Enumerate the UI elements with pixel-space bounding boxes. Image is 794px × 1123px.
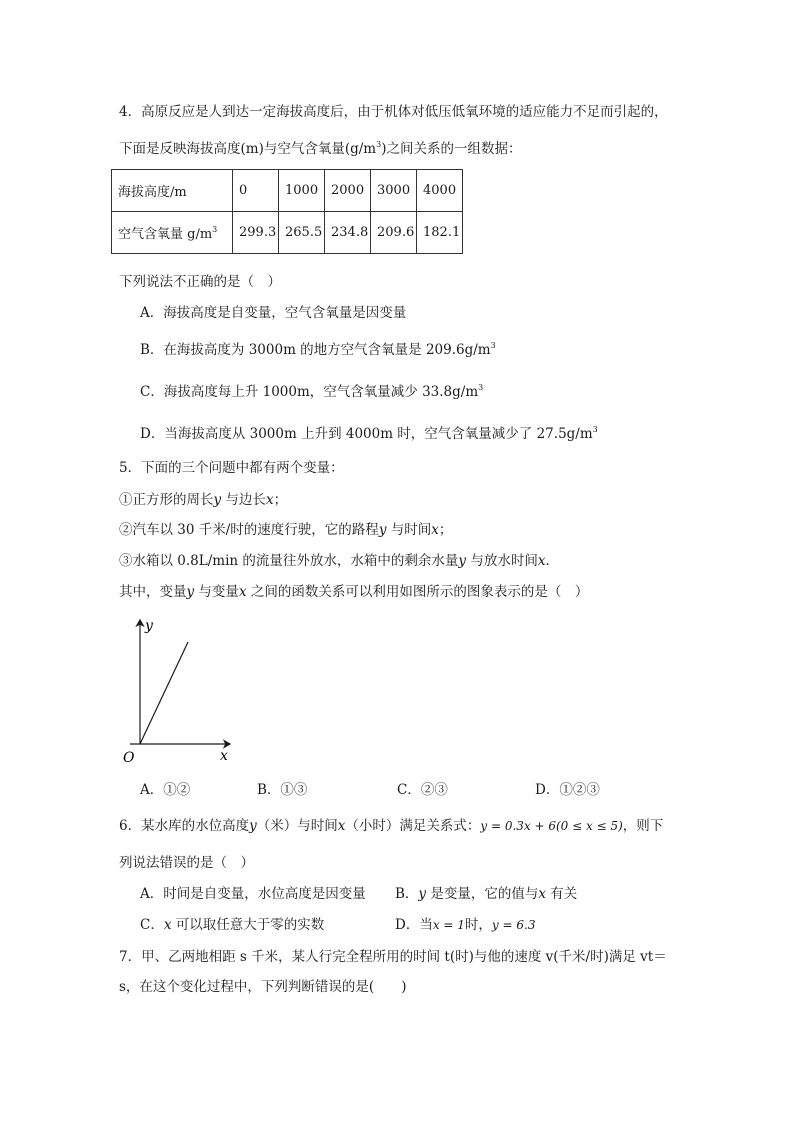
q6-option-c <box>140 915 324 935</box>
q5-item3-c: ． <box>545 553 559 569</box>
q5-item1 <box>119 490 287 510</box>
table-header-oxygen-text: 空气含氧量 g/m <box>118 227 213 242</box>
function-graph <box>112 612 242 767</box>
table-header-altitude: 海拔高度/m <box>112 170 233 212</box>
q5-item3-b: 与放水时间 <box>466 553 538 569</box>
q5-option-a: A．①② <box>140 782 191 798</box>
table-header-oxygen <box>112 212 233 254</box>
q6-option-d-a: D．当 <box>395 917 433 933</box>
table-cell: 299.3 <box>233 212 279 254</box>
q4-line2-g: 之间关系的一组数据： <box>386 141 522 157</box>
q6-option-c-a: C． <box>140 917 164 933</box>
q5-line5-y: y <box>186 584 195 600</box>
q6-option-c-x: x <box>163 917 172 933</box>
q6-option-b-x: x <box>538 886 546 902</box>
q6-option-b-b: 是变量，它的值与 <box>426 886 539 902</box>
q5-item1-b: 与边长 <box>221 492 266 508</box>
q6-line1-d: ，则下 <box>622 818 664 834</box>
table-cell: 2000 <box>325 170 371 212</box>
q6-line1-y: y <box>249 818 257 834</box>
x-axis-label: x <box>220 748 228 764</box>
q6-line1-a: 6．某水库的水位高度 <box>119 818 250 834</box>
q4-option-b-sup: 3 <box>490 341 496 350</box>
q6-option-b <box>395 884 577 904</box>
q5-line5 <box>119 582 588 602</box>
graph-line <box>140 642 188 744</box>
q6-line1-c: （小时）满足关系式： <box>345 818 481 834</box>
q4-line1: 4．高原反应是人到达一定海拔高度后，由于机体对低压低氧环境的适应能力不足而引起的， <box>119 104 668 120</box>
q4-line2-c: 与空气含氧量 <box>263 141 345 157</box>
q5-item2-c: ； <box>438 522 453 538</box>
table-cell: 209.6 <box>371 212 417 254</box>
table-row <box>112 170 463 212</box>
q6-option-b-c: 有关 <box>545 886 578 902</box>
table-cell: 3000 <box>371 170 417 212</box>
q5-item2-y: y <box>378 522 387 538</box>
q5-line5-x: x <box>238 584 247 600</box>
table-header-oxygen-sup: 3 <box>212 225 218 234</box>
q5-item1-c: ； <box>273 492 288 508</box>
q5-option-d: D．①②③ <box>535 782 600 798</box>
q7-line2: s，在这个变化过程中，下列判断错误的是( ) <box>119 979 407 995</box>
q5-item2 <box>119 520 452 540</box>
q4-option-d <box>140 424 598 444</box>
q5-item3-x: x <box>537 553 546 569</box>
q6-option-d <box>395 915 535 935</box>
q4-line2-f: ) <box>381 141 387 157</box>
q5-option-b: B．①③ <box>257 782 308 798</box>
q4-line2-d: (g/m <box>344 141 377 157</box>
q6-option-d-b: 时， <box>464 917 492 933</box>
q4-option-c-sup: 3 <box>478 383 484 392</box>
q4-line2-sup: 3 <box>376 140 382 149</box>
q5-option-c: C．②③ <box>397 782 448 798</box>
q6-option-b-y: y <box>418 886 427 902</box>
table-cell: 1000 <box>279 170 325 212</box>
altitude-oxygen-table <box>111 169 463 254</box>
q5-item2-a: ②汽车以 30 千米/时的速度行驶，它的路程 <box>119 522 379 538</box>
q4-option-b <box>140 340 496 360</box>
q5-item3-y: y <box>458 553 467 569</box>
y-axis-label: y <box>145 618 153 634</box>
q4-line2-b: (m) <box>240 141 264 157</box>
q5-line5-c: 之间的函数关系可以利用如图所示的图象表示的是（ ） <box>246 584 589 600</box>
q6-line1-b: （米）与时间 <box>256 818 338 834</box>
table-cell: 0 <box>233 170 279 212</box>
table-row <box>112 212 463 254</box>
q5-item1-x: x <box>265 492 274 508</box>
q4-line2-a: 下面是反映海拔高度 <box>119 141 241 157</box>
q4-option-b-text: B．在海拔高度为 3000m 的地方空气含氧量是 209.6g/m <box>140 342 491 358</box>
q7-line1: 7．甲、乙两地相距 s 千米，某人行完全程所用的时间 t(时)与他的速度 v(千米/时)满足 vt＝ <box>119 949 667 965</box>
origin-label: O <box>123 750 135 766</box>
q5-line1: 5．下面的三个问题中都有两个变量： <box>119 460 344 476</box>
table-cell: 265.5 <box>279 212 325 254</box>
q4-line2 <box>119 139 521 159</box>
q4-option-d-text: D．当海拔高度从 3000m 上升到 4000m 时，空气含氧量减少了 27.5g/m <box>140 426 593 442</box>
table-cell: 4000 <box>417 170 463 212</box>
table-cell: 234.8 <box>325 212 371 254</box>
q5-item2-b: 与时间 <box>386 522 432 538</box>
q4-option-a: A．海拔高度是自变量，空气含氧量是因变量 <box>140 305 407 321</box>
q4-option-d-sup: 3 <box>592 425 598 434</box>
q6-option-d-y: y = 6.3 <box>491 918 536 932</box>
q5-item3-a: ③水箱以 0.8L/min 的流量往外放水，水箱中的剩余水量 <box>119 553 459 569</box>
q6-formula: y = 0.3x + 6(0 ≤ x ≤ 5) <box>480 819 623 833</box>
q6-line1-x: x <box>337 818 346 834</box>
q6-option-a: A．时间是自变量，水位高度是因变量 <box>140 886 366 902</box>
q6-option-c-b: 可以取任意大于零的实数 <box>171 917 325 933</box>
q6-option-d-x: x = 1 <box>432 918 465 932</box>
q6-line2: 列说法错误的是（ ） <box>119 855 254 871</box>
q5-line5-b: 与变量 <box>194 584 239 600</box>
q6-option-b-a: B． <box>395 886 419 902</box>
q5-item2-x: x <box>431 522 439 538</box>
q4-option-c <box>140 382 483 402</box>
q4-question: 下列说法不正确的是（ ） <box>119 274 281 290</box>
q5-item1-a: ①正方形的周长 <box>119 492 214 508</box>
q4-option-c-text: C．海拔高度每上升 1000m，空气含氧量减少 33.8g/m <box>140 384 479 400</box>
q5-item3 <box>119 551 559 571</box>
q5-line5-a: 其中，变量 <box>119 584 187 600</box>
table-cell: 182.1 <box>417 212 463 254</box>
q6-line1 <box>119 816 663 836</box>
q5-item1-y: y <box>213 492 222 508</box>
